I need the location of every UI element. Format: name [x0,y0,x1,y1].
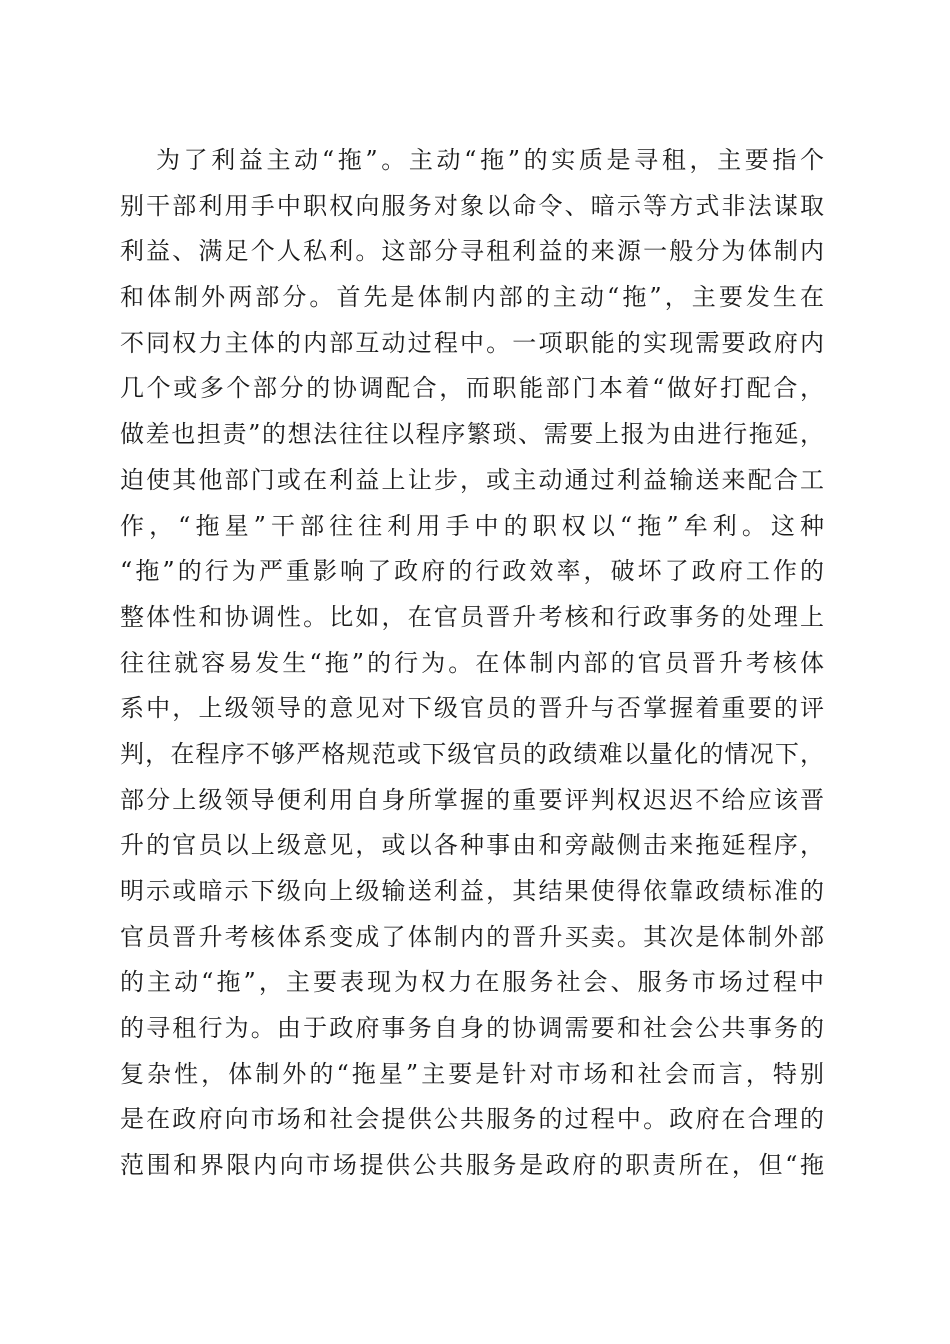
text-line: 几个或多个部分的协调配合，而职能部门本着“做好打配合， [120,374,824,403]
text-line: 为了利益主动“拖”。主动“拖”的实质是寻租，主要指个 [156,146,824,174]
body-paragraph [120,138,824,1189]
text-line: 升的官员以上级意见，或以各种事由和旁敲侧击来拖延程序， [120,831,824,860]
text-line: 复杂性，体制外的“拖星”主要是针对市场和社会而言，特别 [120,1059,824,1088]
text-line: 官员晋升考核体系变成了体制内的晋升买卖。其次是体制外部 [120,922,824,951]
text-line: 的寻租行为。由于政府事务自身的协调需要和社会公共事务的 [120,1014,824,1043]
text-line: 是在政府向市场和社会提供公共服务的过程中。政府在合理的 [120,1105,824,1134]
text-line: 的主动“拖”，主要表现为权力在服务社会、服务市场过程中 [120,968,824,997]
text-line: 作，“拖星”干部往往利用手中的职权以“拖”牟利。这种 [120,511,824,540]
text-line: 部分上级领导便利用自身所掌握的重要评判权迟迟不给应该晋 [120,785,824,814]
text-line: 别干部利用手中职权向服务对象以命令、暗示等方式非法谋取 [120,191,824,220]
text-line: 和体制外两部分。首先是体制内部的主动“拖”，主要发生在 [120,283,824,312]
text-line: 往往就容易发生“拖”的行为。在体制内部的官员晋升考核体 [120,648,824,677]
text-line: 做差也担责”的想法往往以程序繁琐、需要上报为由进行拖延， [120,420,824,449]
text-line: 利益、满足个人私利。这部分寻租利益的来源一般分为体制内 [120,237,824,266]
text-line: 整体性和协调性。比如，在官员晋升考核和行政事务的处理上 [120,602,824,631]
text-line: 范围和界限内向市场提供公共服务是政府的职责所在，但“拖 [120,1151,824,1180]
text-line: 迫使其他部门或在利益上让步，或主动通过利益输送来配合工 [120,465,824,494]
text-line: 判，在程序不够严格规范或下级官员的政绩难以量化的情况下， [120,739,824,768]
text-line: 不同权力主体的内部互动过程中。一项职能的实现需要政府内 [120,328,824,357]
text-line: 系中，上级领导的意见对下级官员的晋升与否掌握着重要的评 [120,694,824,723]
text-line: 明示或暗示下级向上级输送利益，其结果使得依靠政绩标准的 [120,877,824,905]
text-line: “拖”的行为严重影响了政府的行政效率，破坏了政府工作的 [120,557,824,586]
